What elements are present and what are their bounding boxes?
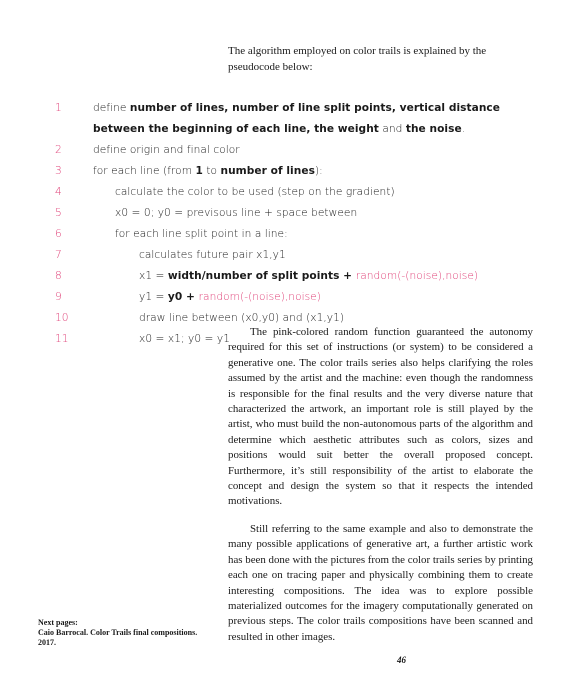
pseudocode-block: [55, 98, 535, 350]
code-text: [115, 224, 535, 245]
intro-paragraph: The algorithm employed on color trails is explained by the pseudocode below:: [228, 45, 487, 73]
code-fragment: define origin and final color: [93, 144, 240, 156]
code-text: [139, 245, 535, 266]
code-fragment: calculates future pair x1,y1: [139, 249, 286, 261]
line-number: 8: [55, 270, 62, 282]
code-keyword: number of lines, number of line split points, vertical distance between the beginning of each line, the weight: [93, 102, 500, 135]
line-number: 7: [55, 249, 62, 261]
code-line: [55, 140, 535, 161]
random-function: random(-(noise),noise): [355, 270, 479, 282]
random-function: random(-(noise),noise): [198, 291, 321, 303]
line-number: 10: [55, 312, 69, 324]
code-text: [93, 98, 535, 140]
code-text: [115, 182, 535, 203]
paragraph-2: Still referring to the same example and also to demonstrate the many possible applications of generative art, a further artistic work has been done with the pictures from the color trails series by printing each one on tracing paper and physically combining them to create interesting compositions. The idea was to explore possible materialized outcomes for the imagery computationally generated on previous steps. The color trails compositions have been scanned and resulted in other images.: [228, 522, 533, 643]
code-fragment: y1 =: [139, 291, 168, 303]
line-number: 9: [55, 291, 62, 303]
code-fragment: x0 = x1; y0 = y1: [139, 333, 230, 345]
code-keyword: width/number of split points +: [167, 270, 356, 282]
code-text: [115, 203, 535, 224]
code-fragment: draw line between (x0,y0) and (x1,y1): [139, 312, 345, 324]
code-line: [55, 245, 535, 266]
code-fragment: x1 =: [139, 270, 168, 282]
code-keyword: 1: [195, 165, 203, 177]
code-keyword: y0 +: [167, 291, 199, 303]
code-line: [55, 182, 535, 203]
code-line: [55, 266, 535, 287]
page-number: 46: [397, 655, 406, 665]
code-keyword: the noise: [405, 123, 462, 135]
line-number: 1: [55, 102, 62, 114]
code-fragment: calculate the color to be used (step on the gradient): [115, 186, 395, 198]
code-line: [55, 98, 535, 140]
line-number: 4: [55, 186, 62, 198]
line-number: 6: [55, 228, 62, 240]
code-fragment: x0 = 0; y0 = previsous line + space between: [115, 207, 358, 219]
code-line: [55, 287, 535, 308]
code-fragment: to: [202, 165, 221, 177]
line-number: 3: [55, 165, 62, 177]
caption-line: 2017.: [38, 638, 56, 647]
line-number: 2: [55, 144, 62, 156]
caption-line: Caio Barrocal. Color Trails final compositions.: [38, 628, 198, 637]
code-line: [55, 203, 535, 224]
paragraph-1: The pink-colored random function guaranteed the autonomy required for this set of instructions (or system) to be considered a generative one. The color trails series also helps clarifying the roles assumed by the artist and the machine: even though the randomness is responsible for the final results and the very diverse nature that characterized the artwork, an important role is still played by the artist, who must build the non-autonomous parts of the algorithm and determine which aesthetic attributes such as colors, sizes and positions would suit better the overall proposed concept. Furthermore, it’s still responsibility of the artist to elaborate the concept and design the system so that it respects the intended motivations.: [228, 326, 533, 508]
code-text: [93, 161, 535, 182]
code-fragment: for each line (from: [93, 165, 196, 177]
code-text: [93, 140, 535, 161]
code-fragment: .: [461, 123, 466, 135]
code-fragment: and: [378, 123, 406, 135]
code-fragment: define: [93, 102, 130, 114]
code-text: [139, 266, 535, 287]
caption-line: Next pages:: [38, 618, 78, 627]
code-line: [55, 224, 535, 245]
code-fragment: ):: [314, 165, 323, 177]
code-keyword: number of lines: [220, 165, 315, 177]
code-text: [139, 287, 535, 308]
line-number: 5: [55, 207, 62, 219]
code-line: [55, 161, 535, 182]
figure-caption: [38, 618, 238, 648]
code-fragment: for each line split point in a line:: [115, 228, 288, 240]
body-text: [228, 325, 533, 657]
line-number: 11: [55, 333, 69, 345]
